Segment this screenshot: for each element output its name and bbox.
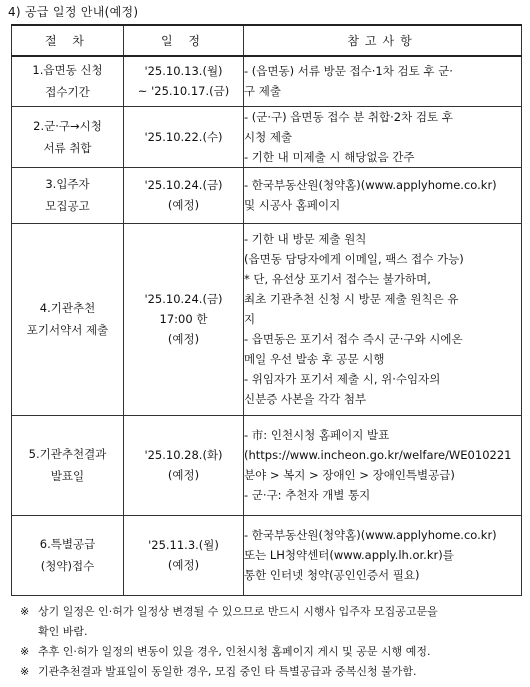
notes-cell <box>244 415 522 515</box>
notes-cell-line: 통한 인터넷 청약(공인인증서 필요) <box>244 568 420 582</box>
table-header-row <box>12 25 522 56</box>
stage-cell-line: 포기서약서 제출 <box>26 323 109 337</box>
notes-cell-line: - 읍면동은 포기서 접수 즉시 군·구와 시에온 <box>244 332 463 346</box>
stage-cell-line: 1.읍면동 신청 <box>32 63 103 78</box>
notes-cell-line: - 市: 인천시청 홈페이지 발표 <box>244 428 390 442</box>
footnote <box>20 642 520 662</box>
notes-cell-line: - 기한 내 방문 제출 원칙 <box>244 232 367 246</box>
footnotes <box>20 602 520 682</box>
notes-cell-line: - 위임자가 포기서 제출 시, 위·수임자의 <box>244 372 441 386</box>
date-cell-line: '25.10.24.(금) <box>144 178 223 192</box>
notes-cell-line: - 한국부동산원(청약홈)(www.applyhome.co.kr) <box>244 178 497 192</box>
stage-cell <box>12 415 124 515</box>
notes-cell <box>244 515 522 595</box>
table-row <box>12 56 522 106</box>
header-notes: 참고사항 <box>244 25 522 56</box>
date-cell <box>124 167 244 223</box>
reference-mark-icon: ※ <box>20 605 30 618</box>
notes-cell-line: 최초 기관추천 신청 시 방문 제출 원칙은 유 <box>244 292 459 306</box>
notes-cell-line: (https://www.incheon.go.kr/welfare/WE010221 <box>244 448 512 462</box>
notes-cell-line: - 기한 내 미제출 시 해당없음 간주 <box>244 149 415 164</box>
header-date: 일 정 <box>124 25 244 56</box>
date-cell-line: '25.10.24.(금) <box>144 292 223 306</box>
notes-cell-line: - 군·구: 추천자 개별 통지 <box>244 488 371 502</box>
table-row <box>12 223 522 415</box>
reference-mark-icon: ※ <box>20 665 30 678</box>
notes-cell-line: 또는 LH청약센터(www.apply.lh.or.kr)를 <box>244 548 454 562</box>
date-cell <box>124 106 244 167</box>
notes-cell <box>244 56 522 106</box>
date-cell-line: (예정) <box>167 558 200 572</box>
table-row <box>12 415 522 515</box>
stage-cell-line: 3.입주자 <box>45 177 90 191</box>
date-cell-line: 17:00 한 <box>159 312 208 326</box>
schedule-table <box>11 24 522 596</box>
reference-mark-icon: ※ <box>20 645 30 658</box>
date-cell-line: ~ '25.10.17.(금) <box>137 84 230 99</box>
footnote-line: 상기 일정은 인·허가 일정상 변경될 수 있으므로 반드시 시행사 입주자 모집공고문을 <box>38 605 438 618</box>
section-heading: 4) 공급 일정 안내(예정) <box>8 5 139 19</box>
date-cell-line: '25.11.3.(월) <box>148 538 219 552</box>
date-cell <box>124 223 244 415</box>
date-cell <box>124 515 244 595</box>
stage-cell <box>12 167 124 223</box>
footnote-line: 확인 바람. <box>38 625 88 638</box>
notes-cell-line: 및 시공사 홈페이지 <box>244 198 341 212</box>
notes-cell-line: * 단, 유선상 포기서 접수는 불가하며, <box>244 272 431 286</box>
notes-cell-line: 신분증 사본을 각각 첨부 <box>244 392 367 406</box>
notes-cell-line: 분야 > 복지 > 장애인 > 장애인특별공급) <box>244 468 455 482</box>
notes-cell <box>244 167 522 223</box>
stage-cell-line: 5.기관추천결과 <box>28 447 107 461</box>
notes-cell <box>244 106 522 167</box>
notes-cell-line: - 한국부동산원(청약홈)(www.applyhome.co.kr) <box>244 528 497 542</box>
notes-cell-line: (읍면동 담당자에게 이메일, 팩스 접수 가능) <box>244 252 464 266</box>
stage-cell-line: 서류 취합 <box>43 140 92 155</box>
notes-cell-line: 시청 제출 <box>244 129 293 144</box>
stage-cell <box>12 56 124 106</box>
date-cell-line: (예정) <box>167 198 200 212</box>
footnote <box>20 662 520 682</box>
header-stage: 절 차 <box>12 25 124 56</box>
notes-cell-line: 지 <box>244 312 256 326</box>
notes-cell-line: 구 제출 <box>244 84 281 99</box>
stage-cell-line: 4.기관추천 <box>39 301 96 315</box>
date-cell-line: '25.10.13.(월) <box>144 64 223 79</box>
date-cell <box>124 56 244 106</box>
stage-cell-line: 접수기간 <box>45 85 90 100</box>
stage-cell <box>12 223 124 415</box>
notes-cell <box>244 223 522 415</box>
notes-cell-line: - (군·구) 읍면동 접수 분 취합·2차 검토 후 <box>244 109 453 124</box>
footnote-line: 추후 인·허가 일정의 변동이 있을 경우, 인천시청 홈페이지 게시 및 공문 시행 예정. <box>38 645 431 658</box>
date-cell-line: (예정) <box>167 468 200 482</box>
date-cell-line: '25.10.28.(화) <box>144 448 223 462</box>
stage-cell-line: 모집공고 <box>45 199 90 213</box>
footnote <box>20 602 520 642</box>
table-row <box>12 515 522 595</box>
date-cell-line: '25.10.22.(수) <box>144 129 223 144</box>
footnote-line: 기관추천결과 발표일이 동일한 경우, 모집 중인 타 특별공급과 중복신청 불가함. <box>38 665 417 678</box>
stage-cell-line: 6.특별공급 <box>39 537 96 551</box>
table-row <box>12 106 522 167</box>
table-row <box>12 167 522 223</box>
date-cell-line: (예정) <box>167 332 200 346</box>
stage-cell <box>12 515 124 595</box>
stage-cell-line: 2.군·구→시청 <box>33 118 102 133</box>
notes-cell-line: - (읍면동) 서류 방문 접수·1차 검토 후 군· <box>244 64 453 79</box>
date-cell <box>124 415 244 515</box>
stage-cell <box>12 106 124 167</box>
stage-cell-line: 발표일 <box>50 469 85 483</box>
stage-cell-line: (청약)접수 <box>40 559 95 573</box>
notes-cell-line: 메일 우선 발송 후 공문 시행 <box>244 352 385 366</box>
